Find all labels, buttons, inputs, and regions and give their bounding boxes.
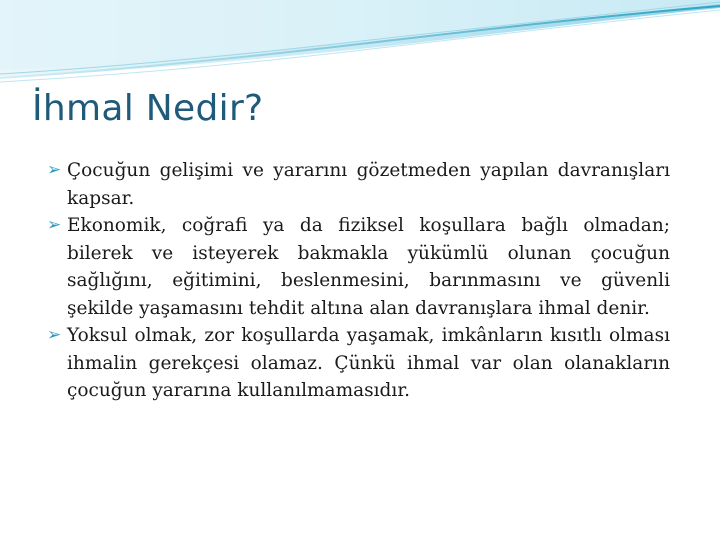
bullet-item [47, 212, 670, 322]
arrow-bullet-icon: ➢ [47, 325, 62, 345]
bullet-text: Yoksul olmak, zor koşullarda yaşamak, imkânların kısıtlı olması ihmalin gerekçesi olamaz. Çünkü ihmal var olan olanakların çocuğun yararına kullanılmamasıdır. [67, 325, 670, 401]
bullet-item [47, 157, 670, 212]
header-wave-decoration [0, 0, 720, 90]
slide-title: İhmal Nedir? [32, 88, 264, 129]
arrow-bullet-icon: ➢ [47, 160, 62, 180]
bullet-text: Çocuğun gelişimi ve yararını gözetmeden yapılan davranışları kapsar. [67, 160, 670, 209]
bullet-list [47, 157, 670, 405]
bullet-text: Ekonomik, coğrafi ya da fiziksel koşullara bağlı olmadan; bilerek ve isteyerek bakmakla yükümlü olunan çocuğun sağlığını, eğitimini, beslenmesini, barınmasını ve güvenli şekilde yaşamasını tehdit altına alan davranışlara ihmal denir. [67, 215, 670, 319]
bullet-item [47, 322, 670, 405]
arrow-bullet-icon: ➢ [47, 215, 62, 235]
